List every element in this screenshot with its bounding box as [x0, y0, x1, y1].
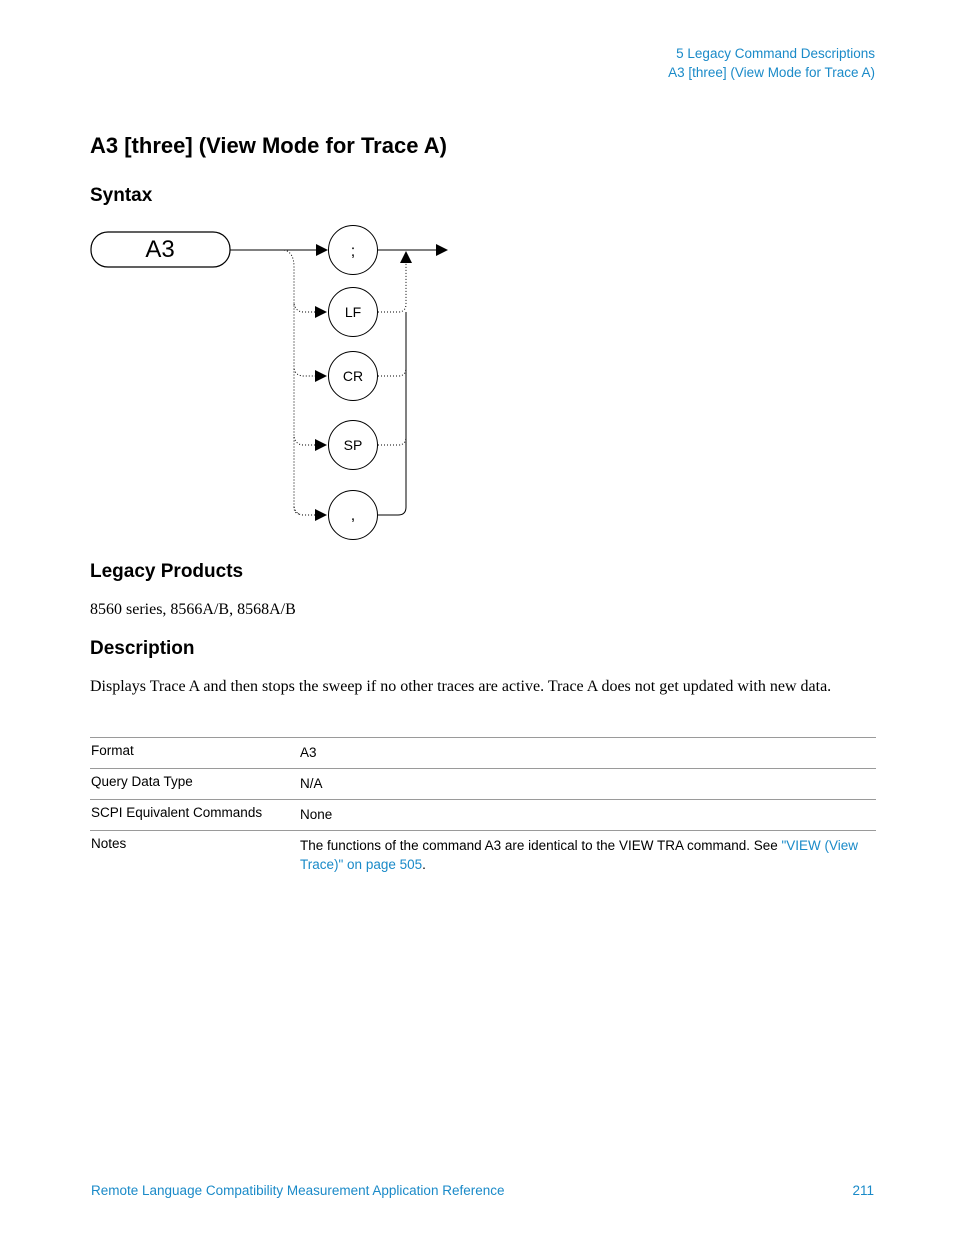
row-value: A3 — [300, 745, 317, 760]
legacy-products-heading: Legacy Products — [90, 561, 244, 582]
legacy-products-text: 8560 series, 8566A/B, 8568A/B — [90, 601, 296, 618]
terminator-sp — [329, 421, 378, 470]
footer-page-number: 211 — [852, 1183, 874, 1198]
terminator-semicolon — [329, 226, 378, 275]
row-label: Notes — [91, 836, 127, 851]
terminator-lf — [329, 288, 378, 337]
command-info-table — [90, 737, 876, 880]
terminator-label: CR — [342, 368, 364, 384]
terminator-label: ; — [350, 243, 356, 260]
notes-suffix: . — [422, 857, 426, 872]
view-trace-link[interactable]: "VIEW (View Trace)" on page 505 — [300, 838, 859, 872]
table-row — [90, 799, 876, 830]
notes-text: The functions of the command A3 are identical to the VIEW TRA command. See — [300, 838, 782, 853]
terminator-label: LF — [344, 304, 362, 320]
footer-doc-title: Remote Language Compatibility Measurement Application Reference — [91, 1183, 505, 1198]
running-header — [668, 44, 875, 82]
header-chapter: 5 Legacy Command Descriptions — [676, 46, 875, 61]
description-text: Displays Trace A and then stops the sweep if no other traces are active. Trace A does not get updated with new data. — [90, 678, 832, 695]
terminator-cr — [329, 352, 378, 401]
row-label: Format — [91, 743, 134, 758]
terminator-label: SP — [343, 437, 363, 453]
terminator-label: , — [350, 507, 356, 524]
table-row — [90, 737, 876, 768]
terminator-comma — [329, 491, 378, 540]
syntax-diagram — [86, 222, 456, 547]
page-title: A3 [three] (View Mode for Trace A) — [90, 133, 447, 158]
header-section: A3 [three] (View Mode for Trace A) — [668, 65, 875, 80]
notes-value — [300, 831, 876, 880]
row-value: N/A — [300, 776, 323, 791]
table-row — [90, 768, 876, 799]
row-label: SCPI Equivalent Commands — [91, 805, 263, 820]
description-heading: Description — [90, 638, 195, 659]
row-label: Query Data Type — [91, 774, 193, 789]
branch-lines — [294, 304, 327, 521]
row-value: None — [300, 807, 333, 822]
table-row-notes — [90, 830, 876, 880]
syntax-heading: Syntax — [90, 185, 153, 206]
command-label: A3 — [145, 236, 175, 263]
